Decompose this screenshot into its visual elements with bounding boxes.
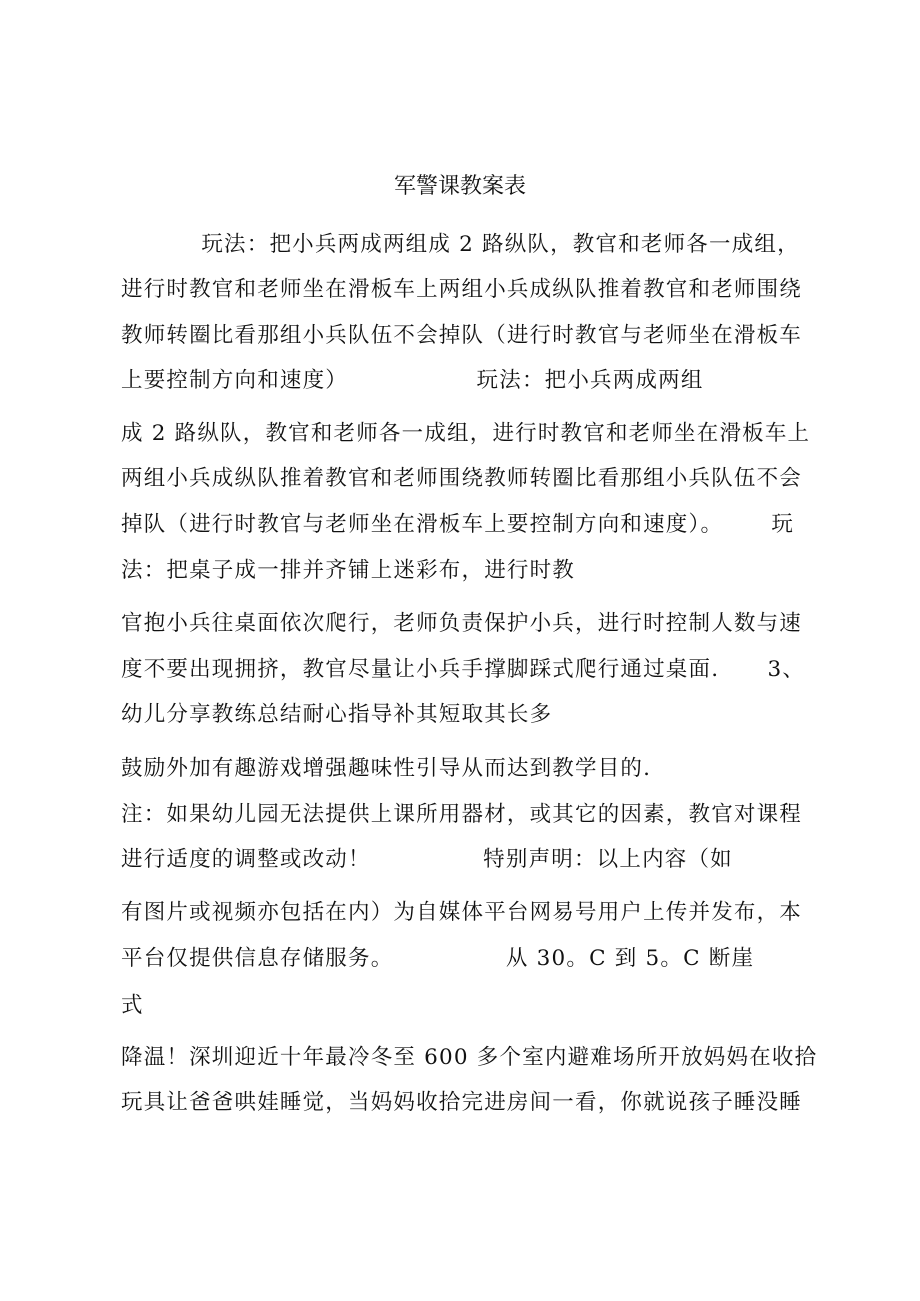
paragraph-line: 法：把桌子成一排并齐铺上迷彩布，进行时教: [121, 558, 576, 583]
document-title: 军警课教案表: [393, 174, 526, 199]
paragraph-line: 教师转圈比看那组小兵队伍不会掉队（进行时教官与老师坐在滑板车: [121, 323, 803, 348]
paragraph-line: 进行时教官和老师坐在滑板车上两组小兵成纵队推着教官和老师围绕: [121, 277, 803, 302]
paragraph-line: 幼儿分享教练总结耐心指导补其短取其长多: [121, 702, 553, 727]
paragraph-line: 平台仅提供信息存储服务。 从 30。C 到 5。C 断崖: [121, 946, 755, 971]
paragraph-line: 有图片或视频亦包括在内）为自媒体平台网易号用户上传并发布，本: [121, 900, 803, 925]
paragraph-line: 玩法：把小兵两成两组成 2 路纵队，教官和老师各一成组，: [121, 232, 800, 257]
paragraph-line: 度不要出现拥挤，教官尽量让小兵手撑脚踩式爬行通过桌面. 3、: [121, 657, 806, 682]
paragraph-line: 注：如果幼儿园无法提供上课所用器材，或其它的因素，教官对课程: [121, 802, 803, 827]
paragraph-line: 成 2 路纵队，教官和老师各一成组，进行时教官和老师坐在滑板车上: [121, 421, 811, 446]
paragraph-line: 进行适度的调整或改动！ 特别声明：以上内容（如: [121, 847, 733, 872]
paragraph-line: 鼓励外加有趣游戏增强趣味性引导从而达到教学目的.: [121, 756, 652, 781]
paragraph-line: 上要控制方向和速度） 玩法：把小兵两成两组: [121, 368, 704, 393]
paragraph-line: 两组小兵成纵队推着教官和老师围绕教师转圈比看那组小兵队伍不会: [121, 466, 803, 491]
paragraph-line: 式: [121, 993, 144, 1018]
paragraph-line: 官抱小兵往桌面依次爬行，老师负责保护小兵，进行时控制人数与速: [121, 611, 803, 636]
paragraph-line: 掉队（进行时教官与老师坐在滑板车上要控制方向和速度）。 玩: [121, 512, 795, 537]
paragraph-line: 玩具让爸爸哄娃睡觉，当妈妈收拾完进房间一看，你就说孩子睡没睡: [121, 1090, 803, 1115]
paragraph-line: 降温！深圳迎近十年最冷冬至 600 多个室内避难场所开放妈妈在收拾: [121, 1045, 818, 1070]
